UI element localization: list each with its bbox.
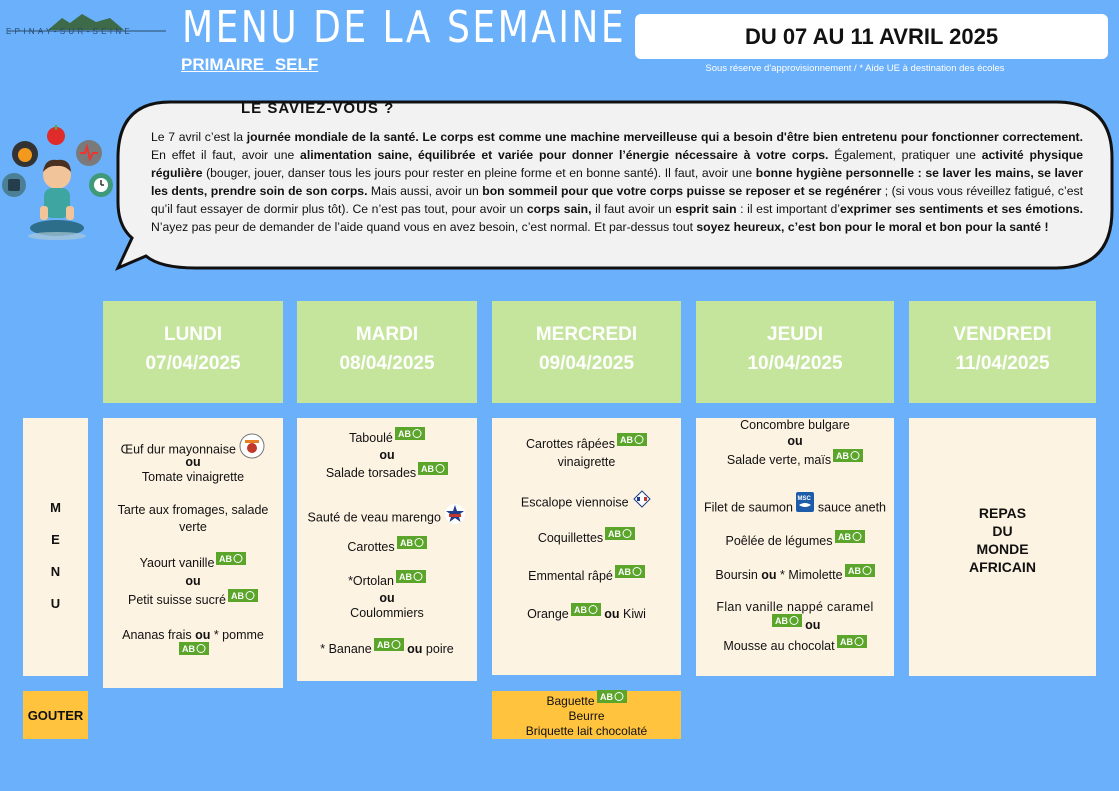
menu-item: Yaourt vanille AB (103, 556, 283, 570)
svg-text:AB: AB (376, 640, 390, 651)
menu-item: Œuf dur mayonnaise (103, 437, 283, 463)
menu-item: Emmental râpé AB (492, 569, 681, 583)
day-header-jeudi: JEUDI 10/04/2025 (696, 301, 894, 403)
svg-text:AB: AB (421, 464, 435, 475)
page-subtitle: PRIMAIRE SELF (181, 55, 319, 74)
organic-ab-icon (835, 530, 865, 543)
menu-item: Sauté de veau marengo (297, 507, 477, 529)
menu-item: Filet de saumon MSC sauce aneth (696, 498, 894, 518)
menu-item: Ananas frais ou * pomme (122, 628, 264, 642)
svg-text:AB: AB (599, 692, 613, 703)
menu-item: Poêlée de légumes AB (696, 534, 894, 548)
menu-item: AB ou (696, 618, 894, 632)
svg-text:AB: AB (836, 451, 850, 462)
day-header-mardi: MARDI 08/04/2025 (297, 301, 477, 403)
day-header-vendredi: VENDREDI 11/04/2025 (909, 301, 1096, 403)
menu-cell-mercredi: Carottes râpées AB vinaigrette Escalope viennoise Coquillettes AB Emmental râpé AB Orange AB ou Kiwi (492, 418, 681, 675)
svg-text:AB: AB (608, 529, 622, 540)
organic-ab-icon (418, 462, 448, 475)
organic-ab-icon (179, 642, 209, 655)
menu-cell-vendredi: REPAS DU MONDE AFRICAIN (909, 418, 1096, 676)
organic-ab-icon (396, 570, 426, 583)
info-text: Le 7 avril c’est la journée mondiale de la santé. Le corps est comme une machine merveilleuse qui a besoin d'être bien entretenu pour fonctionner correctement. En effet il faut, avoir une alimentation saine, équilibrée et variée pour donner l’énergie nécessaire à votre corps. Également, pratiquer une activité physique régulière (bouger, jouer, danser tous les jours pour rester en pleine forme et en bonne santé). Il faut, avoir une bonne hygiène personnelle : se laver les mains, se laver les dents, prendre soin de son corps. Mais aussi, avoir un bon sommeil pour que votre corps puisse se reposer et se regénérer ; (si vous vous réveillez fatigué, c’est qu’il faut essayer de dormir plus tôt). Ce n’est pas tout, pour avoir un corps sain, il faut avoir un esprit sain : il est important d’exprimer ses sentiments et ses émotions. N’ayez pas peur de demander de l’aide quand vous en avez besoin, c’est normal. Et par-dessus tout soyez heureux, c’est bon pour le moral et bon pour la santé ! (151, 130, 1083, 234)
organic-ab-icon (374, 638, 404, 651)
day-header-lundi: LUNDI 07/04/2025 (103, 301, 283, 403)
day-header-mercredi: MERCREDI 09/04/2025 (492, 301, 681, 403)
svg-text:AB: AB (617, 567, 631, 578)
organic-ab-icon (833, 449, 863, 462)
info-title: LE SAVIEZ-VOUS ? (241, 100, 395, 117)
svg-text:AB: AB (847, 566, 861, 577)
organic-ab-icon (617, 433, 647, 446)
menu-item: Salade torsades AB (297, 466, 477, 480)
organic-ab-icon (228, 589, 258, 602)
menu-item: * Banane AB ou poire (320, 640, 454, 656)
organic-ab-icon (395, 427, 425, 440)
menu-item: *Ortolan AB (297, 574, 477, 588)
page-title: MENU DE LA SEMAINE (182, 2, 627, 53)
svg-text:AB: AB (573, 605, 587, 616)
svg-text:AB: AB (619, 435, 633, 446)
menu-item: Taboulé AB (297, 431, 477, 445)
menu-item: Carottes râpées AB (492, 437, 681, 451)
menu-item: Carottes AB (297, 540, 477, 554)
menu-item: Orange AB ou Kiwi (527, 605, 646, 621)
supply-note: Sous réserve d'approvisionnement / * Aide UE à destination des écoles (705, 63, 1005, 74)
menu-cell-mardi: Taboulé AB ou Salade torsades AB Sauté de veau marengo Carottes AB *Ortolan AB ou Coulommiers * Banane AB ou poire (297, 418, 477, 681)
gouter-cell-mercredi: Baguette AB Beurre Briquette lait chocolaté (492, 691, 681, 739)
menu-cell-jeudi: Concombre bulgare ou Salade verte, maïs AB Filet de saumon MSC sauce aneth Poêlée de légumes AB Boursin ou * Mimolette AB Flan vanille nappé caramel AB ou Mousse au chocolat AB (696, 418, 894, 676)
organic-ab-icon (597, 690, 627, 703)
svg-text:AB: AB (774, 616, 788, 627)
msc-label-icon (796, 492, 814, 512)
menu-cell-lundi: Œuf dur mayonnaise ou Tomate vinaigrette Tarte aux fromages, salade verte Yaourt vanille AB ou Petit suisse sucré AB Ananas frais ou * pomme AB (103, 418, 283, 688)
organic-ab-icon (837, 635, 867, 648)
menu-item: Escalope viennoise (492, 494, 681, 512)
logo-text: EPINAY-SUR-SEINE (6, 27, 134, 36)
svg-text:AB: AB (839, 637, 853, 648)
gouter-row-label: GOUTER (23, 691, 88, 739)
svg-text:MSC: MSC (797, 496, 812, 502)
svg-text:AB: AB (399, 538, 413, 549)
week-dates: DU 07 AU 11 AVRIL 2025 (635, 14, 1108, 59)
svg-text:AB: AB (182, 644, 195, 655)
organic-ab-icon (571, 603, 601, 616)
svg-text:AB: AB (837, 532, 851, 543)
svg-text:AB: AB (398, 572, 412, 583)
organic-ab-icon (605, 527, 635, 540)
organic-ab-icon (772, 614, 802, 627)
healthy-kid-illustration (0, 122, 118, 252)
svg-text:AB: AB (397, 429, 411, 440)
organic-ab-icon (845, 564, 875, 577)
organic-ab-icon (216, 552, 246, 565)
menu-item: Petit suisse sucré AB (103, 593, 283, 607)
menu-item: Coquillettes AB (492, 531, 681, 545)
menu-item: Mousse au chocolat AB (696, 639, 894, 653)
menu-item: Salade verte, maïs AB (696, 453, 894, 467)
menu-row-label: M E N U (23, 418, 88, 676)
label-rouge-star-icon (444, 503, 466, 525)
organic-ab-icon (615, 565, 645, 578)
menu-item: Baguette AB (492, 694, 681, 709)
organic-ab-icon (397, 536, 427, 549)
svg-text:AB: AB (230, 591, 244, 602)
french-meat-badge-icon (632, 490, 652, 508)
svg-text:AB: AB (219, 554, 233, 565)
menu-item: Boursin ou * Mimolette AB (696, 568, 894, 582)
